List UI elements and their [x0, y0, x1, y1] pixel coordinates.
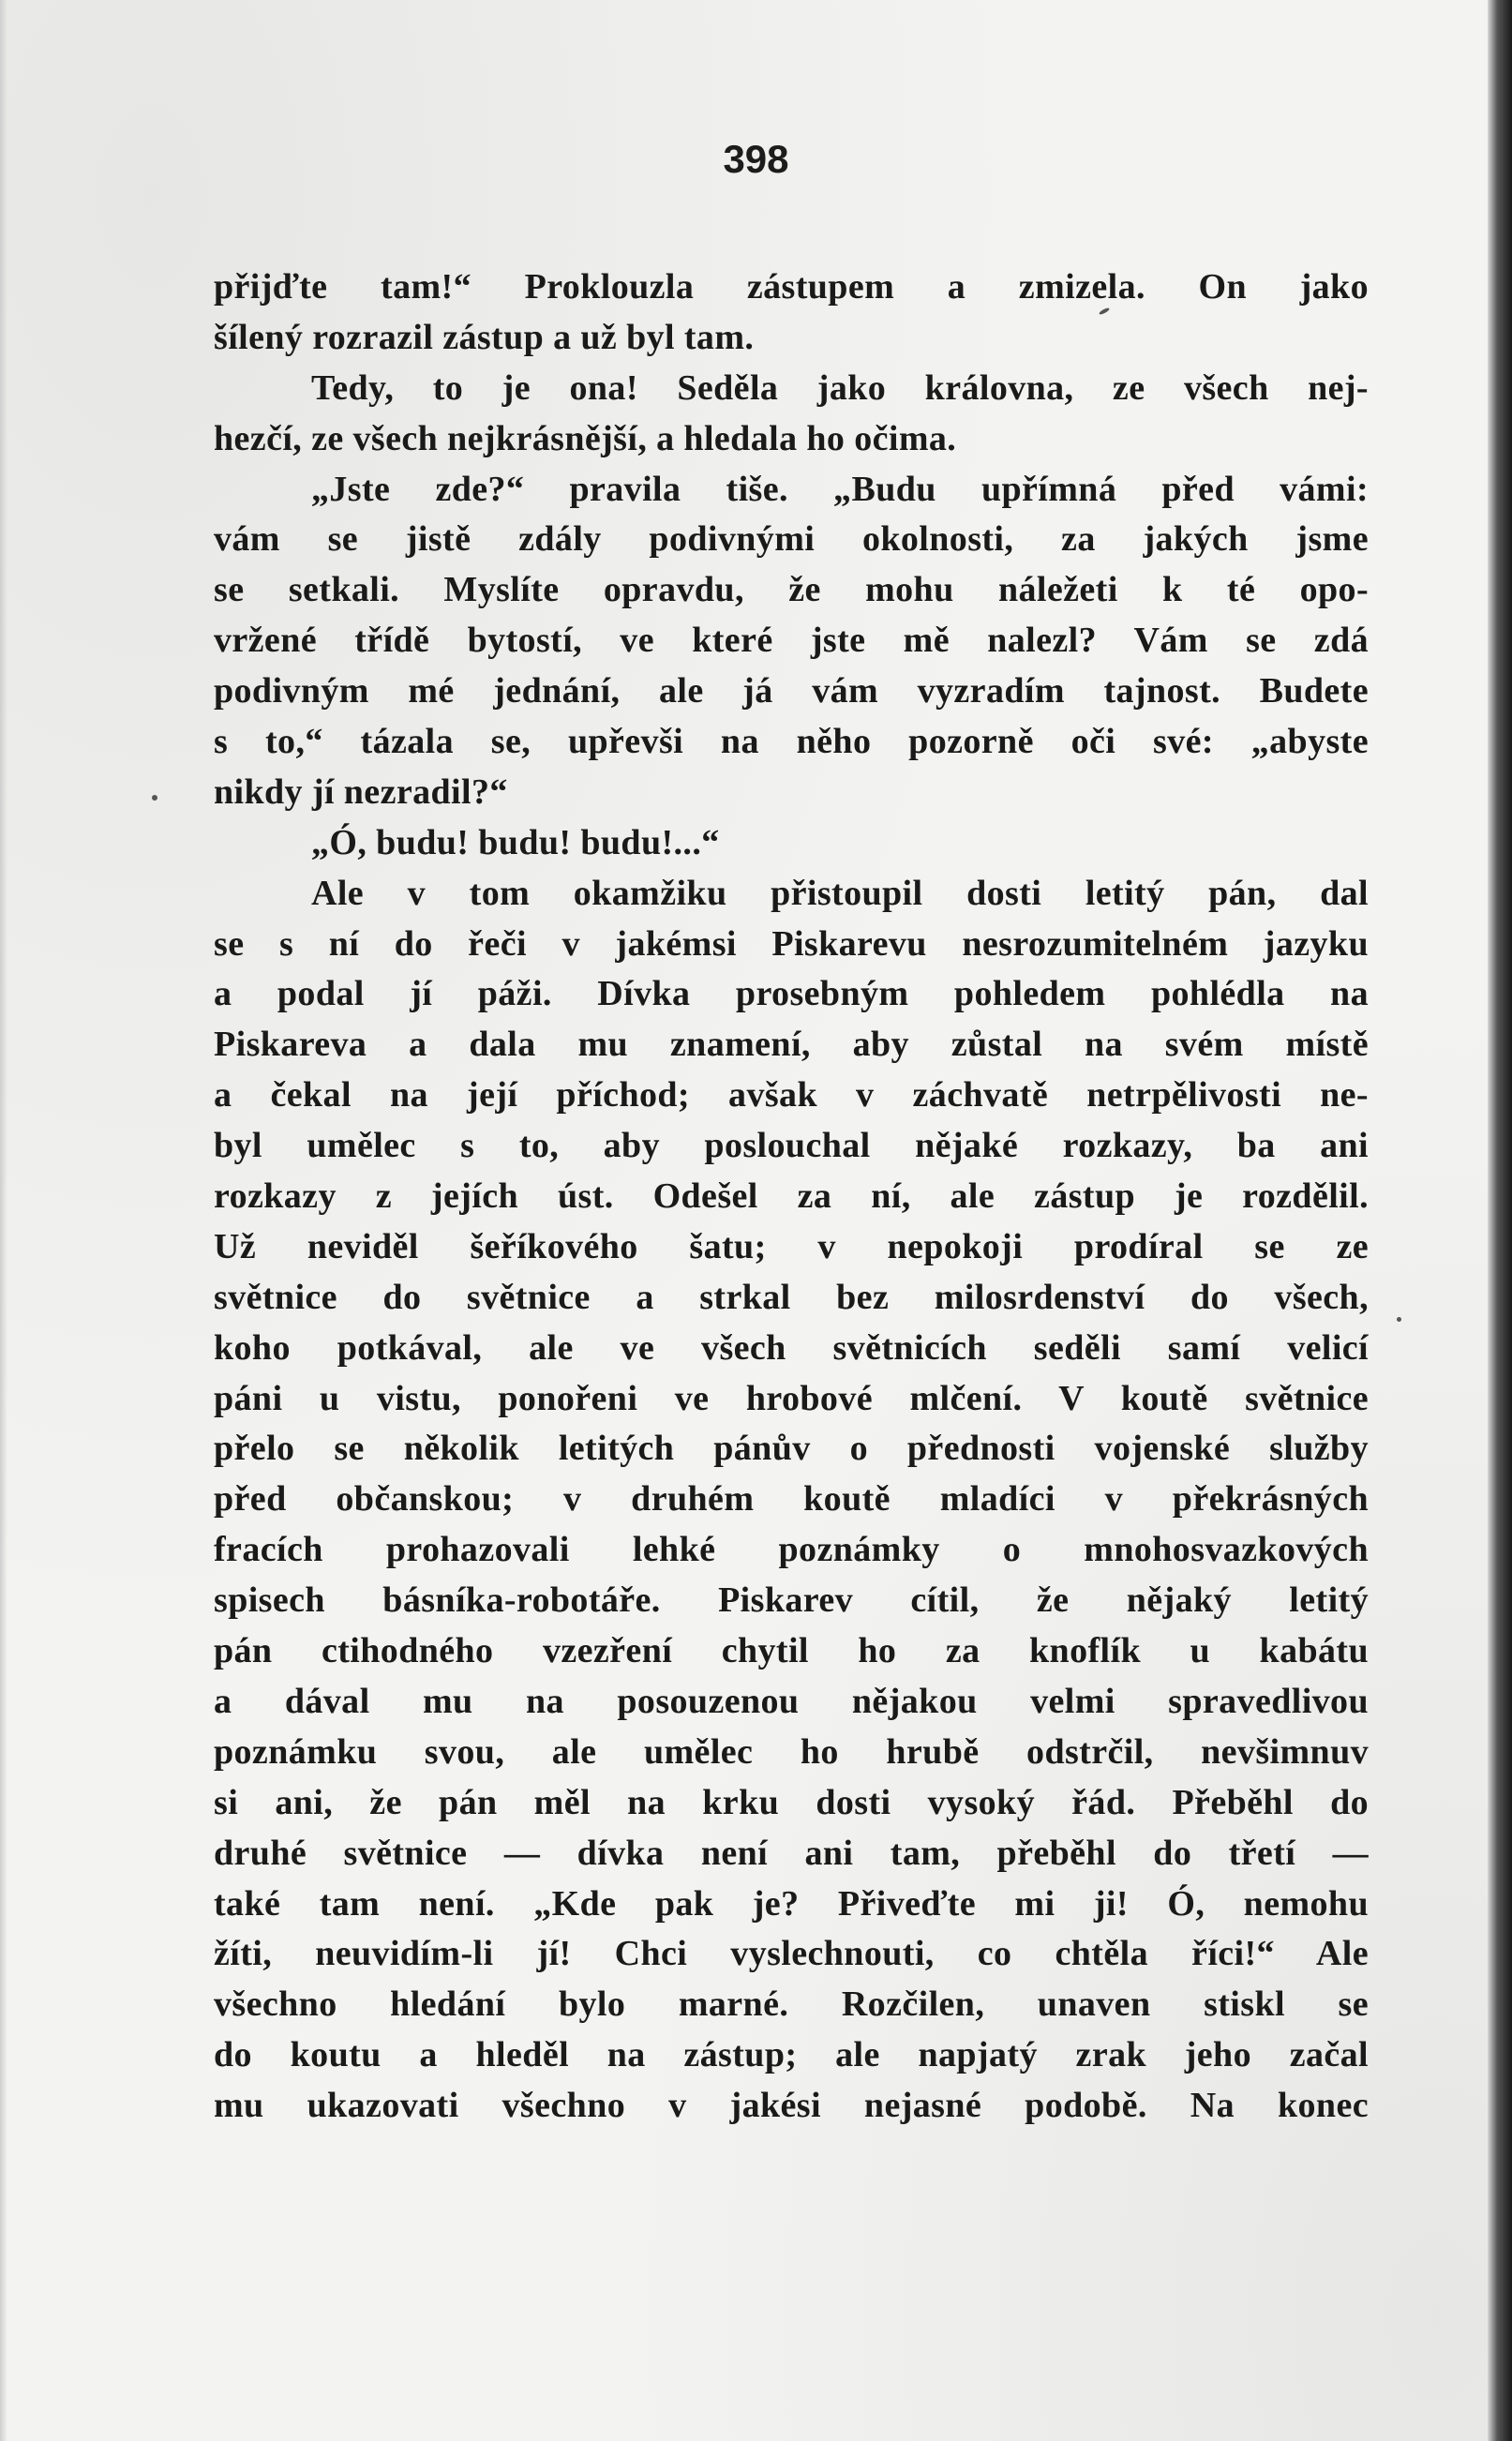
text-line: s to,“ tázala se, upřevši na něho pozorně oči své: „abyste — [214, 722, 1369, 762]
text-line: spisech básníka-robotáře. Piskarev cítil, že nějaký letitý — [214, 1580, 1369, 1621]
text-line: hezčí, ze všech nejkrásnější, a hledala ho očima. — [214, 418, 957, 458]
body-text — [214, 262, 1369, 2132]
text-line: „Ó, budu! budu! budu!...“ — [311, 822, 720, 862]
text-line: mu ukazovati všechno v jakési nejasné podobě. Na konec — [214, 2086, 1369, 2126]
text-line: Tedy, to je ona! Seděla jako královna, ze všech nej- — [311, 367, 1369, 408]
text-line: poznámku svou, ale umělec ho hrubě odstrčil, nevšimnuv — [214, 1731, 1369, 1772]
text-line: pán ctihodného vzezření chytil ho za knoflík u kabátu — [214, 1631, 1369, 1671]
text-line: Už neviděl šeříkového šatu; v nepokoji prodíral se ze — [214, 1226, 1369, 1266]
text-line: Piskareva a dala mu znamení, aby zůstal na svém místě — [214, 1025, 1369, 1065]
text-line: a dával mu na posouzenou nějakou velmi spravedlivou — [214, 1681, 1369, 1721]
text-line: přijďte tam!“ Proklouzla zástupem a zmizela. On jako — [214, 267, 1369, 307]
text-line: vržené třídě bytostí, ve které jste mě nalezl? Vám se zdá — [214, 621, 1369, 661]
text-line: si ani, že pán měl na krku dosti vysoký řád. Přeběhl do — [214, 1782, 1369, 1822]
text-line: Ale v tom okamžiku přistoupil dosti letitý pán, dal — [311, 873, 1369, 913]
text-line: rozkazy z jejích úst. Odešel za ní, ale zástup je rozdělil. — [214, 1176, 1369, 1217]
page-number: 398 — [723, 137, 789, 181]
text-line: se s ní do řeči v jakémsi Piskarevu nesrozumitelném jazyku — [214, 923, 1369, 964]
print-speck — [152, 795, 157, 801]
text-line: se setkali. Myslíte opravdu, že mohu náležeti k té opo- — [214, 570, 1369, 610]
text-line: koho potkával, ale ve všech světnicích seděli samí velicí — [214, 1327, 1369, 1368]
text-line: a čekal na její příchod; avšak v záchvatě netrpělivosti ne- — [214, 1075, 1369, 1116]
text-line: byl umělec s to, aby poslouchal nějaké rozkazy, ba ani — [214, 1126, 1369, 1166]
text-line: fracích prohazovali lehké poznámky o mnohosvazkových — [214, 1530, 1369, 1570]
text-line: páni u vistu, ponořeni ve hrobové mlčení. V koutě světnice — [214, 1378, 1369, 1418]
print-speck — [1397, 1317, 1401, 1322]
text-line: světnice do světnice a strkal bez milosrdenství do všech, — [214, 1277, 1369, 1317]
text-line: před občanskou; v druhém koutě mladíci v překrásných — [214, 1479, 1369, 1520]
text-line: do koutu a hleděl na zástup; ale napjatý zrak jeho začal — [214, 2035, 1369, 2075]
text-line: „Jste zde?“ pravila tiše. „Budu upřímná před vámi: — [311, 469, 1369, 509]
text-line: žíti, neuvidím-li jí! Chci vyslechnouti, co chtěla říci!“ Ale — [214, 1934, 1369, 1974]
text-line: vám se jistě zdály podivnými okolnosti, za jakých jsme — [214, 519, 1369, 560]
text-line: podivným mé jednání, ale já vám vyzradím tajnost. Budete — [214, 671, 1369, 711]
text-line: také tam není. „Kde pak je? Přiveďte mi ji! Ó, nemohu — [214, 1883, 1369, 1924]
text-line: všechno hledání bylo marné. Rozčilen, unaven stiskl se — [214, 1984, 1369, 2025]
page-right-edge-shadow — [1488, 0, 1512, 2441]
text-line: nikdy jí nezradil?“ — [214, 771, 508, 812]
text-line: přelo se několik letitých pánův o přednosti vojenské služby — [214, 1429, 1369, 1469]
text-line: druhé světnice — dívka není ani tam, přeběhl do třetí — — [214, 1833, 1369, 1873]
page-left-edge — [0, 0, 7, 2441]
text-line: šílený rozrazil zástup a už byl tam. — [214, 317, 755, 357]
text-line: a podal jí páži. Dívka prosebným pohledem pohlédla na — [214, 974, 1369, 1014]
